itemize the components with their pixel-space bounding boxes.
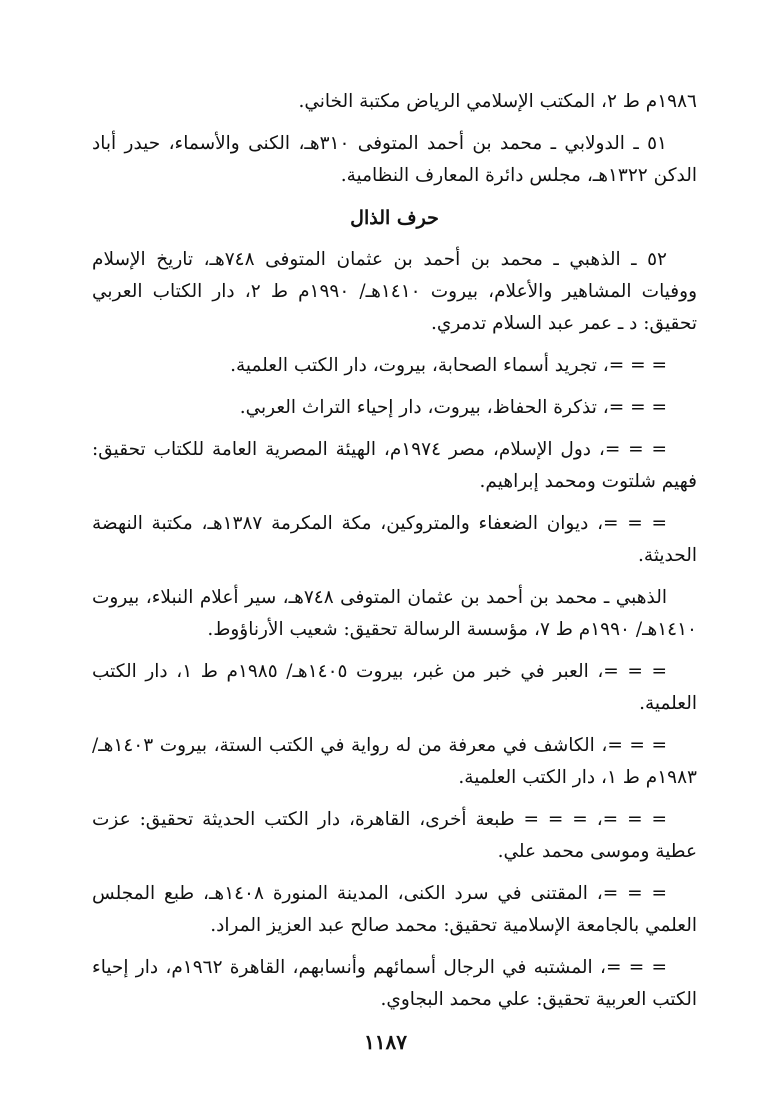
paragraph: = = =، تذكرة الحفاظ، بيروت، دار إحياء التراث العربي.	[239, 397, 667, 418]
page-number: ١١٨٧	[364, 1030, 407, 1054]
paragraph: الذهبي ـ محمد بن أحمد بن عثمان المتوفى ٧٤٨هـ، سير أعلام النبلاء، بيروت ١٤١٠هـ/ ١٩٩٠م ط ٧، مؤسسة الرسالة تحقيق: شعيب الأرناؤوط.	[92, 587, 697, 640]
paragraph: = = =، المشتبه في الرجال أسمائهم وأنسابهم، القاهرة ١٩٦٢م، دار إحياء الكتب العربية تحقيق: علي محمد البجاوي.	[92, 957, 697, 1010]
paragraph: = = =، المقتنى في سرد الكنى، المدينة المنورة ١٤٠٨هـ، طبع المجلس العلمي بالجامعة الإسلامية تحقيق: محمد صالح عبد العزيز المراد.	[92, 883, 697, 936]
body-text	[92, 86, 697, 1026]
section-heading: حرف الذال	[350, 207, 439, 229]
paragraph: ٥٢ ـ الذهبي ـ محمد بن أحمد بن عثمان المتوفى ٧٤٨هـ، تاريخ الإسلام ووفيات المشاهير والأعلام، بيروت ١٤١٠هـ/ ١٩٩٠م ط ٢، دار الكتاب العربي تحقيق: د ـ عمر عبد السلام تدمري.	[92, 249, 698, 334]
paragraph: ٥١ ـ الدولابي ـ محمد بن أحمد المتوفى ٣١٠هـ، الكنى والأسماء، حيدر أباد الدكن ١٣٢٢هـ، مجلس دائرة المعارف النظامية.	[92, 133, 697, 186]
paragraph: ١٩٨٦م ط ٢، المكتب الإسلامي الرياض مكتبة الخاني.	[298, 91, 697, 112]
paragraph: = = =، تجريد أسماء الصحابة، بيروت، دار الكتب العلمية.	[230, 355, 667, 376]
paragraph: = = =، ديوان الضعفاء والمتروكين، مكة المكرمة ١٣٨٧هـ، مكتبة النهضة الحديثة.	[92, 513, 697, 566]
paragraph: = = =، دول الإسلام، مصر ١٩٧٤م، الهيئة المصرية العامة للكتاب تحقيق: فهيم شلتوت ومحمد إبراهيم.	[92, 439, 697, 492]
paragraph: = = =، = = = طبعة أخرى، القاهرة، دار الكتب الحديثة تحقيق: عزت عطية وموسى محمد علي.	[92, 809, 697, 862]
paragraph: = = =، العبر في خبر من غبر، بيروت ١٤٠٥هـ/ ١٩٨٥م ط ١، دار الكتب العلمية.	[92, 661, 697, 714]
paragraph: = = =، الكاشف في معرفة من له رواية في الكتب الستة، بيروت ١٤٠٣هـ/ ١٩٨٣م ط ١، دار الكتب العلمية.	[92, 735, 697, 788]
